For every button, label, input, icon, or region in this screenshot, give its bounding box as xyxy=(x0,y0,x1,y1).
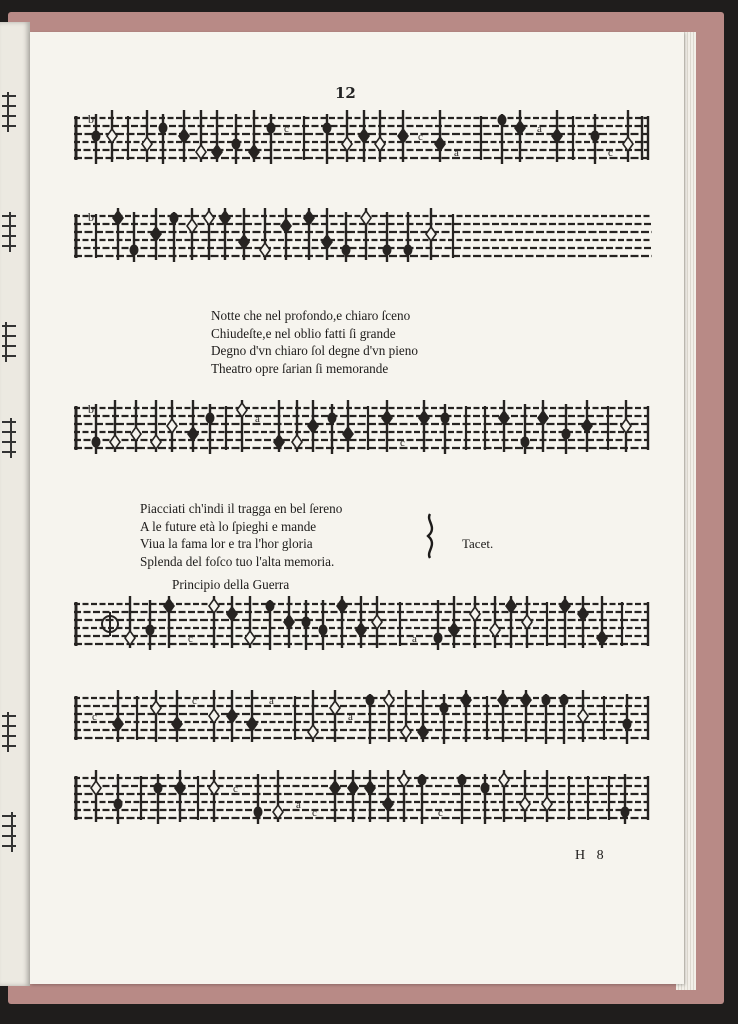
svg-text:a: a xyxy=(454,147,459,159)
tablature-note xyxy=(146,600,155,650)
tablature-note xyxy=(237,400,247,452)
tablature-staff-2 xyxy=(70,204,654,266)
tablature-note xyxy=(418,774,427,824)
svg-text:c: c xyxy=(192,695,197,707)
svg-text:c: c xyxy=(418,131,423,143)
svg-text:a: a xyxy=(296,799,301,811)
brace-icon xyxy=(424,512,440,560)
verse-line: Chiudeſte,e nel oblio fatti ſi grande xyxy=(211,325,396,341)
tablature-note xyxy=(499,770,509,822)
tablature-note xyxy=(284,123,289,135)
tablature-note xyxy=(621,774,630,824)
tablature-note xyxy=(159,114,168,164)
section-title: Principio della Guerra xyxy=(172,577,290,592)
tablature-note xyxy=(623,694,632,744)
tablature-note xyxy=(438,807,443,819)
svg-text:b: b xyxy=(88,112,94,126)
tablature-note xyxy=(608,147,613,159)
tablature-note xyxy=(232,114,241,164)
tablature-note xyxy=(319,600,328,650)
tablature-note xyxy=(521,404,530,454)
svg-text:b: b xyxy=(88,210,94,224)
tablature-note xyxy=(304,208,314,260)
tablature-note xyxy=(154,774,163,824)
tablature-note xyxy=(560,596,570,648)
svg-text:c: c xyxy=(400,437,405,449)
tablature-note xyxy=(312,807,317,819)
tablature-note xyxy=(188,633,193,645)
facing-page-fragment xyxy=(0,212,18,256)
tablature-note xyxy=(255,413,260,425)
tablature-staff-drawing xyxy=(70,396,654,458)
facing-page-fragment xyxy=(0,712,18,756)
tablature-note xyxy=(454,147,459,159)
tablature-note xyxy=(164,596,174,648)
svg-text:a: a xyxy=(537,123,542,135)
tablature-note xyxy=(383,212,392,262)
tablature-note xyxy=(113,208,123,260)
tablature-staff-4 xyxy=(70,592,654,654)
svg-text:c: c xyxy=(233,783,238,795)
tablature-note xyxy=(366,694,375,744)
svg-text:c: c xyxy=(92,711,97,723)
tablature-note xyxy=(412,633,417,645)
tablature-note xyxy=(521,690,531,742)
tablature-note xyxy=(542,694,551,744)
tablature-note xyxy=(269,695,274,707)
tablature-note xyxy=(441,404,450,454)
tablature-note xyxy=(206,404,215,454)
tablature-staff-drawing xyxy=(70,106,654,168)
tablature-note xyxy=(481,774,490,824)
tablature-note xyxy=(209,596,219,648)
verse-line: Theatro opre ſarian ſi memorande xyxy=(211,360,389,376)
music-page xyxy=(30,32,684,984)
tablature-note xyxy=(399,770,409,822)
tablature-staff-drawing xyxy=(70,686,654,748)
verse-line: Notte che nel profondo,e chiaro ſceno xyxy=(211,308,411,323)
verse-line: Degno d'vn chiaro ſol degne d'vn pieno xyxy=(211,343,418,358)
tablature-note xyxy=(337,596,347,648)
tablature-staff-1 xyxy=(70,106,654,168)
tablature-note xyxy=(458,774,467,824)
tablature-note xyxy=(220,208,230,260)
tablature-note xyxy=(498,114,507,164)
tablature-note xyxy=(267,114,276,164)
tablature-note xyxy=(192,695,197,707)
svg-text:a: a xyxy=(412,633,417,645)
tablature-note xyxy=(170,212,179,262)
facing-page-fragment xyxy=(0,418,18,462)
svg-text:a: a xyxy=(269,695,274,707)
tablature-note xyxy=(400,437,405,449)
tablature-note xyxy=(302,600,311,650)
tablature-note xyxy=(434,600,443,650)
svg-text:a: a xyxy=(255,413,260,425)
tablature-staff-6 xyxy=(70,766,654,828)
tablature-note xyxy=(323,114,332,164)
facing-page-fragment xyxy=(0,812,18,856)
tablature-note xyxy=(348,711,353,723)
tacet-mark: Tacet. xyxy=(462,536,494,551)
tablature-note xyxy=(342,212,351,262)
tablature-staff-drawing xyxy=(70,766,654,828)
tablature-note xyxy=(92,711,97,723)
tablature-note xyxy=(537,123,542,135)
svg-text:c: c xyxy=(608,147,613,159)
tablature-note xyxy=(254,774,263,824)
verse-line: A le future età lo ſpieghi e mande xyxy=(140,518,317,534)
page-number: 12 xyxy=(335,84,356,102)
tablature-note xyxy=(130,212,139,262)
tablature-note xyxy=(506,596,516,648)
tablature-note xyxy=(384,690,394,742)
tablature-note xyxy=(560,694,569,744)
tablature-note xyxy=(461,690,471,742)
tablature-staff-3 xyxy=(70,396,654,458)
svg-text:c: c xyxy=(312,807,317,819)
signature-mark: H 8 xyxy=(575,848,608,863)
tablature-staff-drawing xyxy=(70,204,654,266)
facing-page-fragment xyxy=(0,322,18,366)
svg-text:c: c xyxy=(188,633,193,645)
verse-stanza-2 xyxy=(140,500,342,570)
svg-text:a: a xyxy=(348,711,353,723)
verse-line: Viua la fama lor e tra l'hor gloria xyxy=(140,536,313,551)
tablature-note xyxy=(361,208,371,260)
tablature-note xyxy=(591,114,600,164)
tablature-note xyxy=(328,404,337,454)
tablature-note xyxy=(114,774,123,824)
svg-text:c: c xyxy=(284,123,289,135)
tablature-note xyxy=(266,600,275,650)
tablature-note xyxy=(204,208,214,260)
verse-line: Piacciati ch'indi il tragga en bel ſereno xyxy=(140,501,343,516)
svg-text:c: c xyxy=(438,807,443,819)
tablature-note xyxy=(296,799,301,811)
svg-text:b: b xyxy=(88,402,94,416)
facing-page-edge xyxy=(0,22,30,986)
tablature-note xyxy=(418,131,423,143)
verse-stanza-1 xyxy=(211,307,418,377)
tablature-note xyxy=(440,694,449,744)
tablature-note xyxy=(582,400,592,452)
facing-page-fragment xyxy=(0,92,18,136)
tablature-note xyxy=(562,404,571,454)
tablature-staff-drawing xyxy=(70,592,654,654)
tablature-note xyxy=(498,690,508,742)
tablature-note xyxy=(233,783,238,795)
tablature-note xyxy=(404,212,413,262)
tablature-staff-5 xyxy=(70,686,654,748)
verse-line: Splenda del foſco tuo l'alta memoria. xyxy=(140,553,335,569)
